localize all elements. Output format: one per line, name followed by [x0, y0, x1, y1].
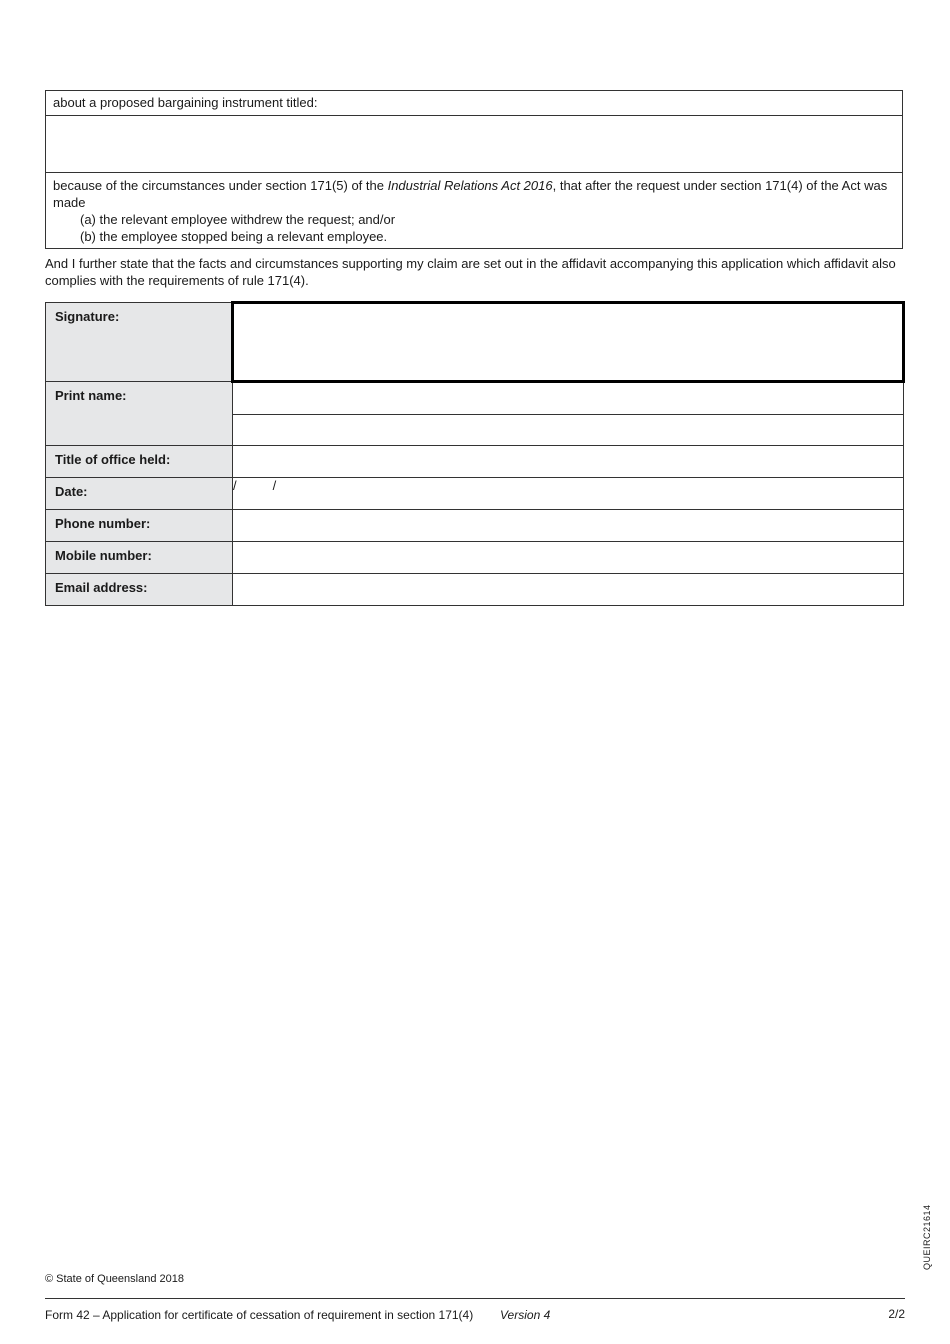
date-label: Date: — [46, 478, 233, 510]
about-instrument-box — [45, 90, 903, 249]
copyright-notice: © State of Queensland 2018 — [45, 1273, 184, 1285]
phone-label: Phone number: — [46, 510, 233, 542]
footer-divider — [45, 1298, 905, 1299]
mobile-field[interactable] — [233, 542, 904, 574]
title-of-office-label: Title of office held: — [46, 446, 233, 478]
act-name: Industrial Relations Act 2016 — [387, 178, 553, 193]
signature-table — [45, 301, 905, 606]
circumstance-item-a: (a) the relevant employee withdrew the request; and/or — [80, 212, 396, 227]
signature-field[interactable] — [233, 303, 904, 382]
mobile-label: Mobile number: — [46, 542, 233, 574]
circumstances-prefix: because of the circumstances under section 171(5) of the — [53, 178, 388, 193]
print-name-label: Print name: — [46, 382, 233, 446]
date-separator: / — [233, 478, 237, 493]
instrument-title-label: about a proposed bargaining instrument titled: — [46, 91, 902, 116]
print-name-field-1[interactable] — [233, 382, 904, 415]
print-name-field-2[interactable] — [233, 415, 904, 446]
footer-version: Version 4 — [500, 1308, 551, 1322]
phone-field[interactable] — [233, 510, 904, 542]
circumstance-item-b: (b) the employee stopped being a relevant employee. — [80, 229, 388, 244]
title-of-office-field[interactable] — [233, 446, 904, 478]
circumstances-suffix: , that after the request under section 171(4) of the Act was made — [53, 178, 888, 210]
date-separator: / — [272, 478, 277, 493]
circumstances-text — [46, 173, 902, 249]
document-code: QUEIRC21614 — [922, 1204, 932, 1270]
signature-label: Signature: — [46, 303, 233, 382]
footer-form-title: Form 42 – Application for certificate of cessation of requirement in section 171(4) — [45, 1308, 474, 1322]
instrument-title-field[interactable] — [46, 116, 902, 173]
email-label: Email address: — [46, 574, 233, 606]
further-statement: And I further state that the facts and circumstances supporting my claim are set out in the affidavit accompanying this application which affidavit also complies with the requirements of rule 171(4). — [45, 256, 896, 288]
email-field[interactable] — [233, 574, 904, 606]
date-field[interactable] — [233, 478, 904, 510]
page-number: 2/2 — [888, 1307, 905, 1321]
